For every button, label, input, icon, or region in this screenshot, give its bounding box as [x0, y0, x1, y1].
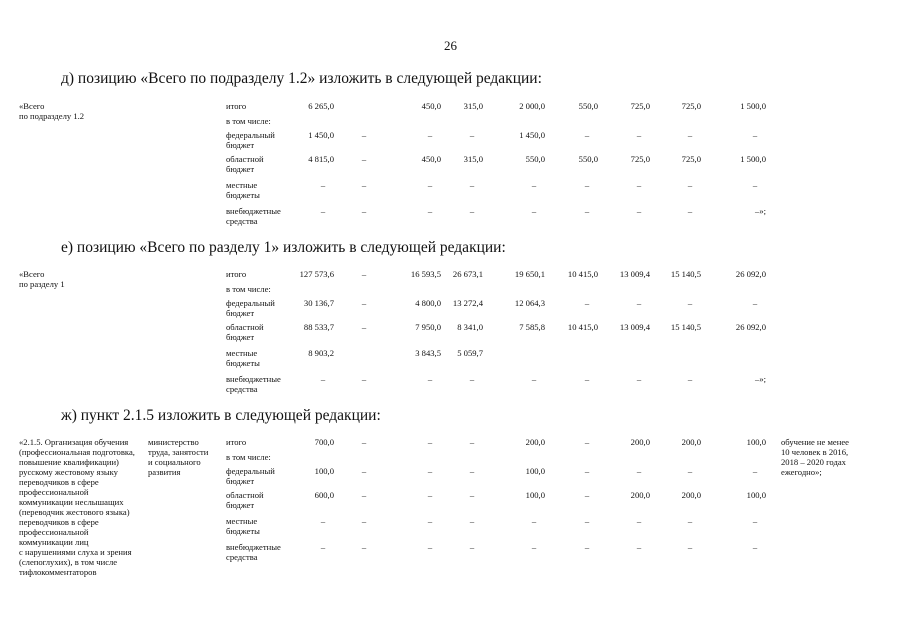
row-label: бюджет	[226, 164, 255, 174]
row-label: бюджет	[226, 140, 255, 150]
value-cell: –	[687, 298, 693, 308]
value-cell: 725,0	[681, 154, 701, 164]
value-cell: –	[361, 269, 367, 279]
value-cell: –	[531, 542, 537, 552]
row-label: бюджет	[226, 500, 255, 510]
value-cell: 450,0	[421, 101, 441, 111]
executor-line: и социального	[148, 457, 201, 467]
value-cell: 550,0	[578, 154, 598, 164]
value-cell: 1 500,0	[740, 101, 766, 111]
expected-result-line: ежегодно»;	[781, 467, 822, 477]
value-cell: –	[687, 130, 693, 140]
value-cell: –	[427, 490, 433, 500]
measure-name-line: (слепоглухих), в том числе	[19, 557, 118, 567]
row-label: бюджет	[226, 308, 255, 318]
section-d-heading: д) позицию «Всего по подразделу 1.2» изложить в следующей редакции:	[61, 70, 542, 87]
value-cell: 3 843,5	[415, 348, 441, 358]
row-label: итого	[226, 101, 247, 111]
value-cell: –	[427, 516, 433, 526]
value-cell: 200,0	[630, 490, 650, 500]
value-cell: 550,0	[578, 101, 598, 111]
row-label: итого	[226, 269, 247, 279]
executor-line: труда, занятости	[148, 447, 209, 457]
value-cell: –	[636, 466, 642, 476]
value-cell: –	[469, 374, 475, 384]
value-cell: –	[361, 154, 367, 164]
value-cell: –	[584, 516, 590, 526]
value-cell: –	[469, 542, 475, 552]
expected-result-line: 2018 – 2020 годах	[781, 457, 846, 467]
section-e-title-line: «Всего	[19, 269, 45, 279]
row-label: бюджет	[226, 476, 255, 486]
value-cell: 13 009,4	[619, 269, 650, 279]
value-cell: 13 272,4	[452, 298, 483, 308]
value-cell: –	[361, 206, 367, 216]
value-cell: –»;	[755, 374, 766, 384]
value-cell: –	[427, 206, 433, 216]
value-cell: –	[361, 180, 367, 190]
value-cell: –	[469, 180, 475, 190]
value-cell: –	[687, 542, 693, 552]
value-cell: –	[584, 298, 590, 308]
value-cell: –	[687, 206, 693, 216]
value-cell: –»;	[755, 206, 766, 216]
executor-line: развития	[148, 467, 181, 477]
executor-line: министерство	[148, 437, 199, 447]
value-cell: 10 415,0	[567, 322, 598, 332]
row-label: областной	[226, 322, 264, 332]
row-label: внебюджетные	[226, 206, 281, 216]
value-cell: –	[752, 516, 758, 526]
measure-name-line: «2.1.5. Организация обучения	[19, 437, 129, 447]
value-cell: –	[636, 298, 642, 308]
value-cell: 725,0	[630, 101, 650, 111]
value-cell: 200,0	[525, 437, 545, 447]
value-cell: 5 059,7	[457, 348, 483, 358]
value-cell: –	[427, 542, 433, 552]
row-label: средства	[226, 384, 258, 394]
row-label: областной	[226, 490, 264, 500]
measure-name-line: с нарушениями слуха и зрения	[19, 547, 132, 557]
value-cell: –	[636, 206, 642, 216]
value-cell: –	[469, 437, 475, 447]
value-cell: 15 140,5	[670, 269, 701, 279]
value-cell: –	[361, 374, 367, 384]
value-cell: 4 800,0	[415, 298, 441, 308]
value-cell: 700,0	[314, 437, 334, 447]
value-cell: –	[427, 180, 433, 190]
value-cell: 100,0	[525, 490, 545, 500]
value-cell: 200,0	[681, 437, 701, 447]
row-label: в том числе:	[226, 116, 271, 126]
value-cell: 8 903,2	[308, 348, 334, 358]
value-cell: –	[531, 374, 537, 384]
value-cell: –	[636, 130, 642, 140]
value-cell: 1 500,0	[740, 154, 766, 164]
value-cell: –	[427, 130, 433, 140]
row-label: местные	[226, 348, 258, 358]
value-cell: –	[752, 180, 758, 190]
value-cell: 1 450,0	[519, 130, 545, 140]
value-cell: –	[531, 206, 537, 216]
value-cell: –	[687, 466, 693, 476]
value-cell: –	[361, 516, 367, 526]
value-cell: –	[531, 180, 537, 190]
value-cell: 30 136,7	[303, 298, 334, 308]
row-label: внебюджетные	[226, 542, 281, 552]
value-cell: –	[361, 322, 367, 332]
measure-name-line: переводчиков в сфере	[19, 477, 99, 487]
value-cell: –	[531, 516, 537, 526]
value-cell: –	[469, 490, 475, 500]
measure-name-line: (профессиональная подготовка,	[19, 447, 135, 457]
value-cell: 550,0	[525, 154, 545, 164]
value-cell: –	[584, 206, 590, 216]
row-label: бюджеты	[226, 526, 260, 536]
row-label: местные	[226, 180, 258, 190]
row-label: внебюджетные	[226, 374, 281, 384]
value-cell: 8 341,0	[457, 322, 483, 332]
value-cell: –	[361, 490, 367, 500]
value-cell: 15 140,5	[670, 322, 701, 332]
section-zh-heading: ж) пункт 2.1.5 изложить в следующей редакции:	[61, 407, 381, 424]
measure-name-line: русскому жестовому языку	[19, 467, 118, 477]
value-cell: –	[320, 374, 326, 384]
value-cell: –	[320, 206, 326, 216]
value-cell: 100,0	[525, 466, 545, 476]
value-cell: –	[427, 437, 433, 447]
measure-name-line: тифлокомментаторов	[19, 567, 97, 577]
measure-name-line: переводчиков в сфере	[19, 517, 99, 527]
value-cell: 12 064,3	[514, 298, 545, 308]
row-label: федеральный	[226, 130, 275, 140]
value-cell: 7 950,0	[415, 322, 441, 332]
value-cell: –	[752, 466, 758, 476]
value-cell: –	[636, 516, 642, 526]
value-cell: –	[361, 298, 367, 308]
row-label: местные	[226, 516, 258, 526]
page-number: 26	[444, 38, 457, 53]
value-cell: –	[469, 516, 475, 526]
value-cell: –	[320, 180, 326, 190]
row-label: итого	[226, 437, 247, 447]
value-cell: 13 009,4	[619, 322, 650, 332]
value-cell: 26 092,0	[735, 322, 766, 332]
value-cell: –	[469, 206, 475, 216]
value-cell: –	[584, 466, 590, 476]
value-cell: 16 593,5	[410, 269, 441, 279]
value-cell: –	[584, 490, 590, 500]
measure-name-line: коммуникации неслышащих	[19, 497, 124, 507]
value-cell: 600,0	[314, 490, 334, 500]
row-label: бюджеты	[226, 358, 260, 368]
expected-result-line: обучение не менее	[781, 437, 849, 447]
measure-name-line: профессиональной	[19, 487, 89, 497]
value-cell: –	[469, 466, 475, 476]
value-cell: –	[584, 130, 590, 140]
value-cell: 450,0	[421, 154, 441, 164]
value-cell: 7 585,8	[519, 322, 545, 332]
value-cell: 19 650,1	[514, 269, 545, 279]
measure-name-line: коммуникации лиц	[19, 537, 89, 547]
value-cell: 88 533,7	[303, 322, 334, 332]
value-cell: 315,0	[463, 154, 483, 164]
row-label: федеральный	[226, 298, 275, 308]
value-cell: 725,0	[681, 101, 701, 111]
section-d-title-line: «Всего	[19, 101, 45, 111]
value-cell: 200,0	[681, 490, 701, 500]
row-label: в том числе:	[226, 452, 271, 462]
value-cell: –	[752, 130, 758, 140]
value-cell: –	[752, 542, 758, 552]
value-cell: –	[584, 542, 590, 552]
value-cell: –	[687, 374, 693, 384]
value-cell: –	[361, 466, 367, 476]
value-cell: 2 000,0	[519, 101, 545, 111]
value-cell: –	[636, 374, 642, 384]
measure-name-line: повышение квалификации)	[19, 457, 119, 467]
section-d-title-line: по подразделу 1.2	[19, 111, 85, 121]
row-label: федеральный	[226, 466, 275, 476]
value-cell: 100,0	[314, 466, 334, 476]
value-cell: 127 573,6	[299, 269, 334, 279]
value-cell: 1 450,0	[308, 130, 334, 140]
value-cell: –	[361, 437, 367, 447]
value-cell: –	[584, 374, 590, 384]
row-label: бюджеты	[226, 190, 260, 200]
section-e-title-line: по разделу 1	[19, 279, 65, 289]
value-cell: –	[687, 516, 693, 526]
value-cell: –	[636, 180, 642, 190]
value-cell: –	[469, 130, 475, 140]
value-cell: –	[361, 130, 367, 140]
value-cell: –	[320, 542, 326, 552]
measure-name-line: профессиональной	[19, 527, 89, 537]
value-cell: –	[427, 374, 433, 384]
value-cell: 100,0	[746, 437, 766, 447]
value-cell: –	[584, 180, 590, 190]
value-cell: –	[320, 516, 326, 526]
value-cell: 315,0	[463, 101, 483, 111]
value-cell: –	[427, 466, 433, 476]
value-cell: –	[584, 437, 590, 447]
value-cell: 725,0	[630, 154, 650, 164]
row-label: средства	[226, 552, 258, 562]
expected-result-line: 10 человек в 2016,	[781, 447, 849, 457]
row-label: средства	[226, 216, 258, 226]
value-cell: 200,0	[630, 437, 650, 447]
row-label: бюджет	[226, 332, 255, 342]
value-cell: 26 673,1	[452, 269, 483, 279]
value-cell: 100,0	[746, 490, 766, 500]
value-cell: 4 815,0	[308, 154, 334, 164]
value-cell: –	[752, 298, 758, 308]
value-cell: 10 415,0	[567, 269, 598, 279]
value-cell: –	[361, 542, 367, 552]
value-cell: 6 265,0	[308, 101, 334, 111]
measure-name-line: (переводчик жестового языка)	[19, 507, 130, 517]
section-e-heading: е) позицию «Всего по разделу 1» изложить в следующей редакции:	[61, 239, 506, 256]
row-label: в том числе:	[226, 284, 271, 294]
row-label: областной	[226, 154, 264, 164]
value-cell: –	[636, 542, 642, 552]
value-cell: 26 092,0	[735, 269, 766, 279]
value-cell: –	[687, 180, 693, 190]
